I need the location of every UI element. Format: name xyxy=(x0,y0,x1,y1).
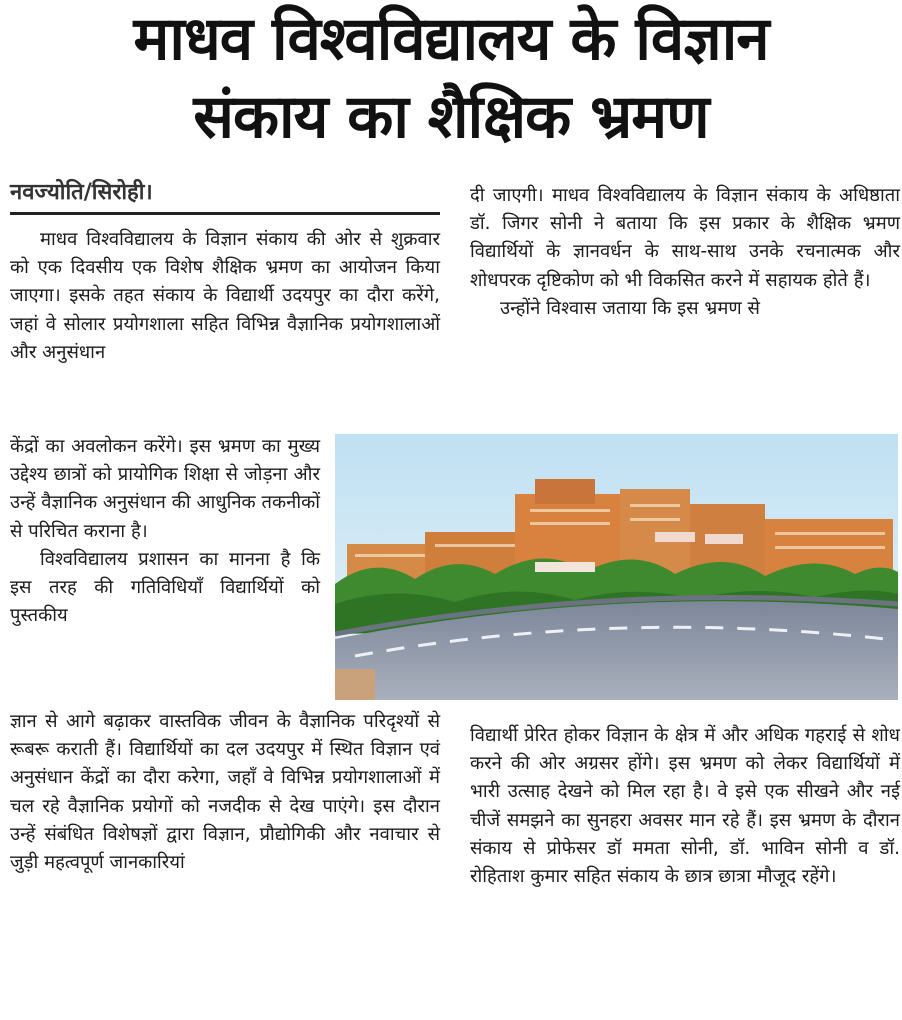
byline: नवज्योति/सिरोही। xyxy=(10,178,440,215)
paragraph-intro: माधव विश्वविद्यालय के विज्ञान संकाय की ओर से शुक्रवार को एक दिवसीय एक विशेष शैक्षिक भ्रमण का आयोजन किया जाएगा। इसके तहत संकाय के विद्यार्थी उदयपुर का दौरा करेंगे, जहां वे सोलार प्रयोगशाला सहित विभिन्न वैज्ञानिक प्रयोगशालाओं और अनुसंधान xyxy=(10,229,440,363)
headline-line-1: माधव विश्वविद्यालय के विज्ञान xyxy=(133,4,769,74)
paragraph-conclusion: विद्यार्थी प्रेरित होकर विज्ञान के क्षेत्र में और अधिक गहराई से शोध करने की ओर अग्रसर होंगे। इस भ्रमण को लेकर विद्यार्थियों में भारी उत्साह देखने को मिल रहा है। वे इसे एक सीखने और नई चीजें समझने का सुनहरा अवसर मान रहे हैं। इस भ्रमण के दौरान संकाय से प्रोफेसर डॉ ममता सोनी, डॉ. भाविन सोनी व डॉ. रोहिताश कुमार सहित संकाय के छात्र छात्रा मौजूद रहेंगे। xyxy=(470,725,900,888)
paragraph-belief: उन्होंने विश्वास जताया कि इस भ्रमण से xyxy=(500,297,760,319)
paragraph-visit-details: ज्ञान से आगे बढ़ाकर वास्तविक जीवन के वैज्ञानिक परिदृश्यों से रूबरू कराती हैं। विद्यार्थियों का दल उदयपुर में स्थित विज्ञान एवं अनुसंधान केंद्रों का दौरा करेगा, जहाँ वे विभिन्न प्रयोगशालाओं में चल रहे वैज्ञानिक प्रयोगों को नजदीक से देख पाएंगे। इस दौरान उन्हें संबंधित विशेषज्ञों द्वारा विज्ञान, प्रौद्योगिकी और नवाचार से जुड़ी महत्वपूर्ण जानकारियां xyxy=(10,711,440,874)
article-column-left-bottom xyxy=(10,708,440,877)
article-column-left-middle xyxy=(10,433,320,630)
headline xyxy=(0,0,902,168)
article-column-right-top xyxy=(470,182,900,323)
paragraph-dean-quote: दी जाएगी। माधव विश्वविद्यालय के विज्ञान संकाय के अधिष्ठाता डॉ. जिगर सोनी ने बताया कि इस प्रकार के शैक्षिक भ्रमण विद्यार्थियों के ज्ञानवर्धन के साथ-साथ उनके रचनात्मक और शोधपरक दृष्टिकोण को भी विकसित करने में सहायक होते हैं। xyxy=(470,185,900,291)
headline-line-2: संकाय का शैक्षिक भ्रमण xyxy=(193,82,709,152)
paragraph-administration: विश्वविद्यालय प्रशासन का मानना है कि इस तरह की गतिविधियाँ विद्यार्थियों को पुस्तकीय xyxy=(10,548,320,627)
paragraph-intro-continued: केंद्रों का अवलोकन करेंगे। इस भ्रमण का मुख्य उद्देश्य छात्रों को प्रायोगिक शिक्षा से जोड़ना और उन्हें वैज्ञानिक अनुसंधान की आधुनिक तकनीकों से परिचित कराना है। xyxy=(10,436,320,542)
campus-photo xyxy=(335,434,898,700)
article-column-right-bottom xyxy=(470,722,900,891)
article-column-left-top xyxy=(10,226,440,367)
